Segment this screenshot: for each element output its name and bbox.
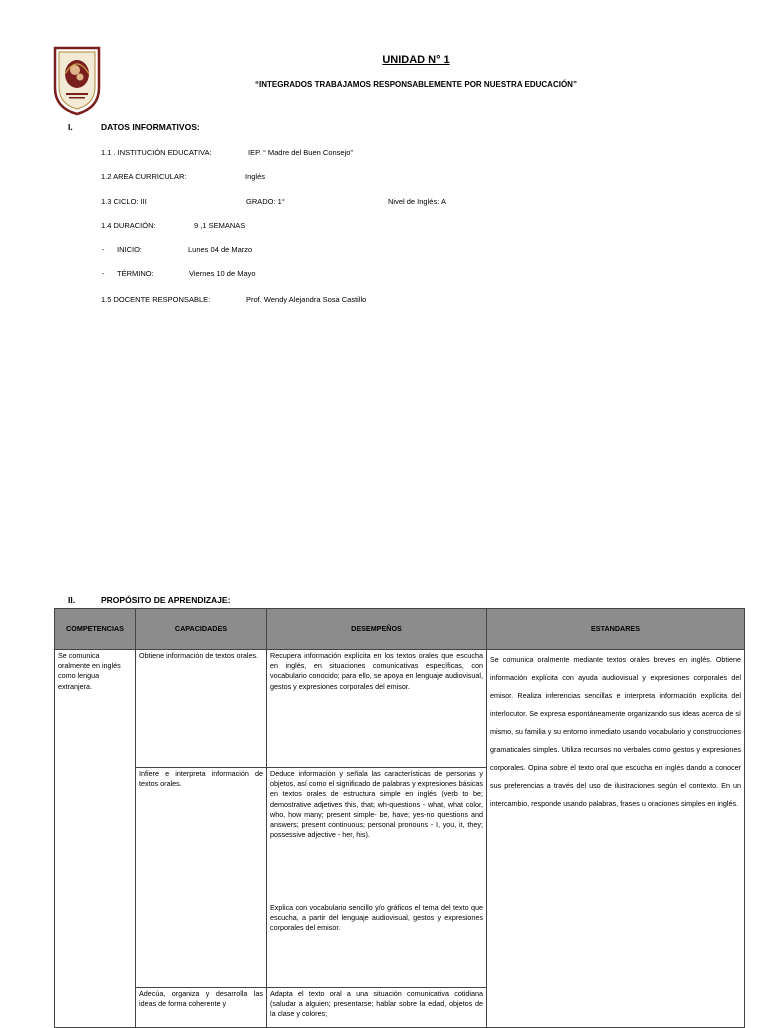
ciclo-label: 1.3 CICLO: III bbox=[101, 197, 147, 206]
header-competencias: COMPETENCIAS bbox=[55, 609, 136, 650]
inicio-dash: - bbox=[102, 245, 105, 254]
desempeno-text-b: Explica con vocabulario sencillo y/o gráficos el tema del texto que escucha, a partir del lenguaje audiovisual, gestos y expresiones corporales del emisor. bbox=[270, 902, 483, 932]
capacidad-cell: Infiere e interpreta información de textos orales. bbox=[136, 768, 267, 988]
section-2-number: II. bbox=[68, 595, 76, 605]
termino-value: Viernes 10 de Mayo bbox=[189, 269, 256, 278]
desempeno-cell: Adapta el texto oral a una situación comunicativa cotidiana (saludar a alguien; presentarse; hablar sobre la edad, objetos de la clase y colores; bbox=[267, 988, 487, 1028]
section-1-title: DATOS INFORMATIVOS: bbox=[101, 122, 200, 132]
inicio-label: INICIO: bbox=[117, 245, 143, 254]
unit-title: UNIDAD N° 1 bbox=[382, 54, 450, 66]
header-desempenos: DESEMPEÑOS bbox=[267, 609, 487, 650]
desempeno-cell: Recupera información explícita en los textos orales que escucha en inglés, en situaciones comunicativas específicas, con vocabulario conocido; para ello, se apoya en lenguaje audiovisual, gestos y expresiones corporales del emisor. bbox=[267, 650, 487, 768]
institucion-label: 1.1 . INSTITUCIÓN EDUCATIVA: bbox=[101, 148, 212, 157]
termino-label: TÉRMINO: bbox=[117, 269, 154, 278]
docente-label: 1.5 DOCENTE RESPONSABLE: bbox=[101, 295, 211, 304]
desempeno-cell bbox=[267, 768, 487, 988]
duracion-value: 9 ,1 SEMANAS bbox=[194, 221, 246, 230]
capacidad-cell: Adecúa, organiza y desarrolla las ideas de forma coherente y bbox=[136, 988, 267, 1028]
capacidad-cell: Obtiene información de textos orales. bbox=[136, 650, 267, 768]
unit-subtitle: “INTEGRADOS TRABAJAMOS RESPONSABLEMENTE POR NUESTRA EDUCACIÓN” bbox=[255, 80, 577, 89]
competencia-cell: Se comunica oralmente en inglés como lengua extranjera. bbox=[55, 650, 136, 1028]
area-label: 1.2 AREA CURRICULAR: bbox=[101, 172, 187, 181]
desempeno-text-a: Deduce información y señala las características de personas y objetos, así como el significado de palabras y expresiones básicas en textos orales de estructura simple en inglés (verb to be; demostrative adjetives this, that; wh-questions - what, what color, who, how many; present simple- be, have; yes-no questions and answers; present continuous; personal pronouns - I, you, it, they; possessive adjective - her, his). bbox=[270, 769, 483, 840]
nivel-label: Nivel de Inglés: A bbox=[388, 197, 446, 206]
docente-value: Prof. Wendy Alejandra Sosa Castillo bbox=[246, 295, 367, 304]
inicio-value: Lunes 04 de Marzo bbox=[188, 245, 253, 254]
institucion-value: IEP. “ Madre del Buen Consejo” bbox=[248, 148, 353, 157]
table-row bbox=[55, 650, 745, 768]
duracion-label: 1.4 DURACIÓN: bbox=[101, 221, 156, 230]
termino-dash: - bbox=[102, 269, 105, 278]
section-2-title: PROPÓSITO DE APRENDIZAJE: bbox=[101, 595, 231, 605]
area-value: Inglés bbox=[245, 172, 266, 181]
estandar-cell: Se comunica oralmente mediante textos orales breves en inglés. Obtiene información explícita con ayuda audiovisual y expresiones corporales del emisor. Realiza inferencias sencillas e interpreta información explícita del interlocutor. Se expresa espontáneamente organizando sus ideas acerca de sí mismo, su familia y su entorno inmediato usando vocabulario y construcciones gramaticales simples. Utiliza recursos no verbales como gestos y expresiones corporales. Opina sobre el texto oral que escucha en inglés dando a conocer sus preferencias a través del uso de ilustraciones según el contexto. En un intercambio, responde usando palabras, frases u oraciones simples en inglés. bbox=[487, 650, 745, 1028]
learning-purpose-table bbox=[54, 608, 745, 1028]
header-estandares: ESTANDARES bbox=[487, 609, 745, 650]
table-header-row bbox=[55, 609, 745, 650]
section-1-number: I. bbox=[68, 122, 73, 132]
header-capacidades: CAPACIDADES bbox=[136, 609, 267, 650]
grado-label: GRADO: 1° bbox=[246, 197, 285, 206]
